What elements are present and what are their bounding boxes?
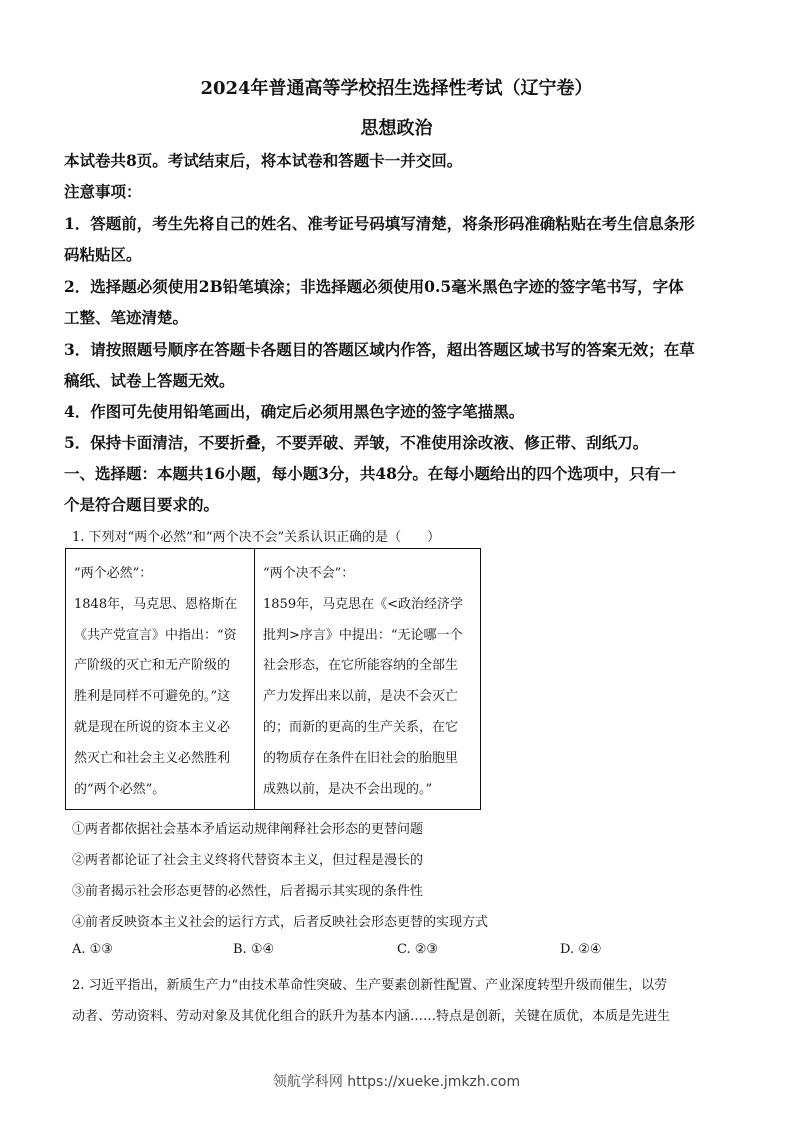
q1-statement-2: ②两者都论证了社会主义终将代替资本主义，但过程是漫长的 bbox=[72, 853, 424, 868]
cell-line: 1859年，马克思在《<政治经济学 bbox=[263, 596, 463, 612]
q1-stem: 1. 下列对“两个必然”和“两个决不会”关系认识正确的是（ ） bbox=[72, 530, 441, 545]
q1-statement-1: ①两者都依据社会基本矛盾运动规律阐释社会形态的更替问题 bbox=[72, 822, 424, 837]
section-heading-line-1: 一、选择题：本题共16小题，每小题3分，共48分。在每小题给出的四个选项中，只有一 bbox=[64, 464, 676, 483]
cell-line: 的；而新的更高的生产关系，在它 bbox=[263, 719, 459, 735]
q1-statement-4: ④前者反映资本主义社会的运行方式，后者反映社会形态更替的实现方式 bbox=[72, 915, 489, 930]
cell-line: 的“两个必然”。 bbox=[74, 781, 166, 797]
notice-2-line-1: 2．选择题必须使用2B铅笔填涂；非选择题必须使用0.5毫米黑色字迹的签字笔书写，字体 bbox=[64, 277, 684, 296]
notice-2-line-2: 工整、笔迹清楚。 bbox=[64, 308, 189, 327]
q2-line-2: 动者、劳动资料、劳动对象及其优化组合的跃升为基本内涵……特点是创新，关键在质优，本质是先进生 bbox=[72, 1009, 671, 1024]
q1-option-c: C. ②③ bbox=[397, 942, 439, 957]
notice-1-line-2: 码粘贴区。 bbox=[64, 245, 142, 264]
cell-line: 胜利是同样不可避免的。”这 bbox=[74, 689, 231, 705]
cell-line: “两个决不会”： bbox=[263, 566, 355, 581]
cell-line: 成熟以前，是决不会出现的。” bbox=[263, 781, 433, 797]
notice-5: 5．保持卡面清洁，不要折叠，不要弄破、弄皱，不准使用涂改液、修正带、刮纸刀。 bbox=[64, 433, 649, 452]
cell-line: 1848年，马克思、恩格斯在 bbox=[74, 596, 238, 612]
table-divider bbox=[254, 549, 255, 809]
q2-line-1: 2. 习近平指出，新质生产力“由技术革命性突破、生产要素创新性配置、产业深度转型升级而催生，以劳 bbox=[72, 978, 668, 993]
footer-watermark: 领航学科网 https://xueke.jmkzh.com bbox=[272, 1074, 521, 1090]
notice-3-line-1: 3．请按照题号顺序在答题卡各题目的答题区域内作答，超出答题区域书写的答案无效；在草 bbox=[64, 340, 695, 359]
q1-table bbox=[65, 548, 481, 810]
cell-line: 就是现在所说的资本主义必 bbox=[74, 719, 231, 735]
cell-line: 然灭亡和社会主义必然胜利 bbox=[74, 750, 231, 766]
exam-title: 2024年普通高等学校招生选择性考试（辽宁卷） bbox=[200, 78, 593, 99]
cell-line: 《共产党宣言》中指出：“资 bbox=[74, 627, 237, 643]
q1-option-a: A. ①③ bbox=[72, 942, 113, 957]
table-cell-right bbox=[263, 559, 463, 805]
q1-option-b: B. ①④ bbox=[233, 942, 275, 957]
intro: 本试卷共8页。考试结束后，将本试卷和答题卡一并交回。 bbox=[64, 151, 463, 170]
q1-statement-3: ③前者揭示社会形态更替的必然性，后者揭示其实现的条件性 bbox=[72, 884, 424, 899]
subject-title: 思想政治 bbox=[360, 118, 433, 139]
cell-line: 社会形态，在它所能容纳的全部生 bbox=[263, 658, 459, 674]
notice-heading: 注意事项： bbox=[64, 182, 142, 201]
cell-line: “两个必然”： bbox=[74, 566, 153, 581]
notice-1-line-1: 1．答题前，考生先将自己的姓名、准考证号码填写清楚，将条形码准确粘贴在考生信息条形 bbox=[64, 214, 695, 233]
notice-3-line-2: 稿纸、试卷上答题无效。 bbox=[64, 371, 235, 390]
cell-line: 的物质存在条件在旧社会的胎胞里 bbox=[263, 750, 459, 766]
section-heading-line-2: 个是符合题目要求的。 bbox=[64, 495, 220, 514]
table-cell-left bbox=[74, 559, 237, 805]
q1-option-d: D. ②④ bbox=[560, 942, 602, 957]
notice-4: 4．作图可先使用铅笔画出，确定后必须用黑色字迹的签字笔描黑。 bbox=[64, 402, 525, 421]
cell-line: 产阶级的灭亡和无产阶级的 bbox=[74, 658, 231, 674]
cell-line: 批判>序言》中提出：“无论哪一个 bbox=[263, 627, 463, 643]
cell-line: 产力发挥出来以前，是决不会灭亡 bbox=[263, 689, 459, 705]
